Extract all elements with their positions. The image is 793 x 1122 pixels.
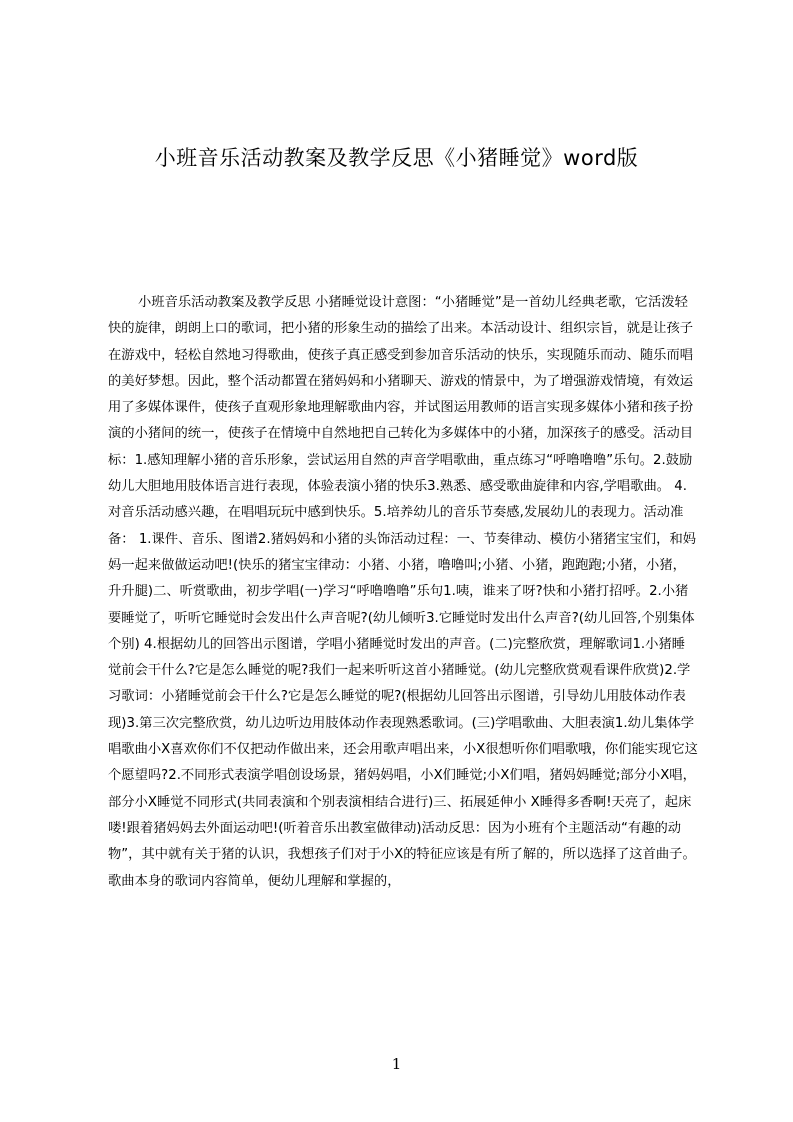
page-number: 1 <box>391 1055 402 1073</box>
document-body: 小班音乐活动教案及教学反思 小猪睡觉设计意图：“小猪睡觉”是一首幼儿经典老歌，它活泼轻快的旋律，朗朗上口的歌词，把小猪的形象生动的描绘了出来。本活动设计、组织宗旨，就是让孩子在游戏中，轻松自然地习得歌曲，使孩子真正感受到参加音乐活动的快乐，实现随乐而动、随乐而唱的美好梦想。因此，整个活动都置在猪妈妈和小猪聊天、游戏的情景中，为了增强游戏情境，有效运用了多媒体课件，使孩子直观形象地理解歌曲内容，并试图运用教师的语言实现多媒体小猪和孩子扮演的小猪间的统一，使孩子在情境中自然地把自己转化为多媒体中的小猪，加深孩子的感受。活动目标：1.感知理解小猪的音乐形象，尝试运用自然的声音学唱歌曲，重点练习“呼噜噜噜”乐句。2.鼓励幼儿大胆地用肢体语言进行表现，体验表演小猪的快乐3.熟悉、感受歌曲旋律和内容,学唱歌曲。 4.对音乐活动感兴趣，在唱唱玩玩中感到快乐。5.培养幼儿的音乐节奏感,发展幼儿的表现力。活动准备： 1.课件、音乐、图谱2.猪妈妈和小猪的头饰活动过程：一、节奏律动、模仿小猪猪宝宝们，和妈妈一起来做做运动吧!(快乐的猪宝宝律动：小猪、小猪，噜噜叫;小猪、小猪，跑跑跑;小猪，小猪，升升腿)二、听赏歌曲，初步学唱(一)学习“呼噜噜噜”乐句1.咦，谁来了呀?快和小猪打招呼。2.小猪要睡觉了，听听它睡觉时会发出什么声音呢?(幼儿倾听3.它睡觉时发出什么声音?(幼儿回答,个别集体个别) 4.根据幼儿的回答出示图谱，学唱小猪睡觉时发出的声音。(二)完整欣赏，理解歌词1.小猪睡觉前会干什么?它是怎么睡觉的呢?我们一起来听听这首小猪睡觉。(幼儿完整欣赏观看课件欣赏)2.学习歌词：小猪睡觉前会干什么?它是怎么睡觉的呢?(根据幼儿回答出示图谱，引导幼儿用肢体动作表现)3.第三次完整欣赏，幼儿边听边用肢体动作表现熟悉歌词。(三)学唱歌曲、大胆表演1.幼儿集体学唱歌曲小X喜欢你们不仅把动作做出来，还会用歌声唱出来，小X很想听你们唱歌哦，你们能实现它这个愿望吗?2.不同形式表演学唱创设场景，猪妈妈唱，小X们睡觉;小X们唱，猪妈妈睡觉;部分小X唱，部分小X睡觉不同形式(共同表演和个别表演相结合进行)三、拓展延伸小 X睡得多香啊!天亮了，起床喽!跟着猪妈妈去外面运动吧!(听着音乐出教室做律动)活动反思：因为小班有个主题活动“有趣的动物”，其中就有关于猪的认识，我想孩子们对于小X的特征应该是有所了解的，所以选择了这首曲子。歌曲本身的歌词内容简单，便幼儿理解和掌握的， <box>108 295 698 889</box>
document-title: 小班音乐活动教案及教学反思《小猪睡觉》word版 <box>154 146 639 170</box>
